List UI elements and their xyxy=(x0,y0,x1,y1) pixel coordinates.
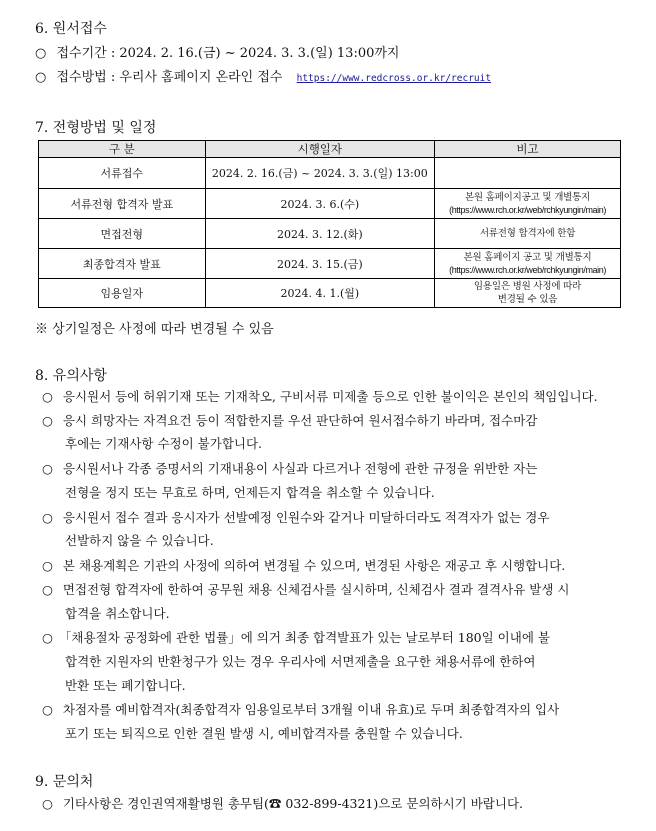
table-row xyxy=(39,158,621,189)
application-period-text: 접수기간 : 2024. 2. 16.(금) ~ 2024. 3. 3.(일) 13:00까지 xyxy=(56,46,400,61)
note-line: 변경될 수 있음 xyxy=(497,294,558,305)
cell-note xyxy=(435,219,621,249)
notice-item xyxy=(42,700,559,718)
notice-text-continued: 반환 또는 폐기합니다. xyxy=(65,678,186,693)
notice-text-continued: 합격한 지원자의 반환청구가 있는 경우 우리사에 서면제출을 요구한 채용서류에 한하여 xyxy=(65,654,536,669)
bullet-icon: ○ xyxy=(42,558,53,573)
cell-date: 2024. 3. 12.(화) xyxy=(205,219,434,249)
note-url: (https://www.rch.or.kr/web/rchkyungin/main) xyxy=(449,264,606,275)
table-row xyxy=(39,219,621,249)
section-9-heading: 9. 문의처 xyxy=(35,774,94,790)
notice-text: 응시 희망자는 자격요건 등이 적합한지를 우선 판단하여 원서접수하기 바라며, 접수마감 xyxy=(62,413,538,428)
schedule-table xyxy=(38,140,621,308)
bullet-icon: ○ xyxy=(42,389,53,404)
table-row xyxy=(39,279,621,308)
notice-text-continued: 선발하지 않을 수 있습니다. xyxy=(65,533,214,548)
notice-item xyxy=(42,580,569,598)
notice-text-continued: 합격을 취소합니다. xyxy=(65,606,170,621)
cell-date: 2024. 4. 1.(월) xyxy=(205,279,434,308)
cell-note xyxy=(435,189,621,219)
section-7-heading: 7. 전형방법 및 일정 xyxy=(35,120,157,136)
notice-item xyxy=(42,387,598,405)
notice-text-continued: 전형을 정지 또는 무효로 하며, 언제든지 합격을 취소할 수 있습니다. xyxy=(65,485,435,500)
application-method-text: 접수방법 : 우리사 홈페이지 온라인 접수 xyxy=(56,70,283,85)
notice-text: 면접전형 합격자에 한하여 공무원 채용 신체검사를 실시하며, 신체검사 결과 결격사유 발생 시 xyxy=(62,582,570,597)
bullet-icon: ○ xyxy=(35,46,47,61)
cell-category: 임용일자 xyxy=(39,279,206,308)
table-header-row xyxy=(39,141,621,158)
notice-text: 「채용절차 공정화에 관한 법률」에 의거 최종 합격발표가 있는 날로부터 180일 이내에 불 xyxy=(58,630,550,645)
schedule-footnote: ※ 상기일정은 사정에 따라 변경될 수 있음 xyxy=(35,322,274,337)
cell-note xyxy=(435,279,621,308)
cell-note xyxy=(435,249,621,279)
application-period xyxy=(35,42,399,61)
note-line: 본원 홈페이지공고 및 개별통지 xyxy=(464,191,591,203)
header-note: 비고 xyxy=(435,141,621,158)
header-category: 구 분 xyxy=(39,141,206,158)
bullet-icon: ○ xyxy=(42,510,53,525)
bullet-icon: ○ xyxy=(42,796,53,811)
bullet-icon: ○ xyxy=(42,461,53,476)
application-method xyxy=(35,66,491,85)
cell-category: 서류전형 합격자 발표 xyxy=(39,189,206,219)
cell-category: 최종합격자 발표 xyxy=(39,249,206,279)
notice-item xyxy=(42,628,550,646)
recruit-link[interactable]: https://www.redcross.or.kr/recruit xyxy=(296,73,492,84)
notice-text: 응시원서 등에 허위기재 또는 기재착오, 구비서류 미제출 등으로 인한 불이익은 본인의 책임입니다. xyxy=(62,389,598,404)
note-line: 임용일은 병원 사정에 따라 xyxy=(473,281,582,292)
notice-item xyxy=(42,508,549,526)
section-6-heading: 6. 원서접수 xyxy=(35,21,107,37)
note-line: 서류전형 합격자에 한함 xyxy=(479,228,576,239)
cell-category: 면접전형 xyxy=(39,219,206,249)
notice-item xyxy=(42,411,537,429)
notice-text: 본 채용계획은 기관의 사정에 의하여 변경될 수 있으며, 변경된 사항은 재공고 후 시행합니다. xyxy=(62,558,566,573)
cell-date: 2024. 3. 15.(금) xyxy=(205,249,434,279)
note-url: (https://www.rch.or.kr/web/rchkyungin/main) xyxy=(449,204,606,215)
table-row xyxy=(39,249,621,279)
section-8-heading: 8. 유의사항 xyxy=(35,368,107,384)
cell-date: 2024. 3. 6.(수) xyxy=(205,189,434,219)
cell-note xyxy=(435,158,621,189)
contact-text: 기타사항은 경인권역재활병원 총무팀(☎ 032-899-4321)으로 문의하시기 바랍니다. xyxy=(62,796,524,811)
cell-category: 서류접수 xyxy=(39,158,206,189)
note-line: 본원 홈페이지 공고 및 개별통지 xyxy=(463,251,592,263)
bullet-icon: ○ xyxy=(42,630,53,645)
notice-text: 응시원서 접수 결과 응시자가 선발예정 인원수와 같거나 미달하더라도 적격자가 없는 경우 xyxy=(62,510,550,525)
cell-date: 2024. 2. 16.(금) ~ 2024. 3. 3.(일) 13:00 xyxy=(205,158,434,189)
notice-text-continued: 후에는 기재사항 수정이 불가합니다. xyxy=(65,436,263,451)
bullet-icon: ○ xyxy=(35,70,47,85)
bullet-icon: ○ xyxy=(42,702,53,717)
notice-item xyxy=(42,556,565,574)
header-date: 시행일자 xyxy=(205,141,434,158)
bullet-icon: ○ xyxy=(42,582,53,597)
contact-item xyxy=(42,794,523,812)
notice-text-continued: 포기 또는 퇴직으로 인한 결원 발생 시, 예비합격자를 충원할 수 있습니다. xyxy=(65,726,463,741)
bullet-icon: ○ xyxy=(42,413,53,428)
notice-item xyxy=(42,459,537,477)
notice-text: 응시원서나 각종 증명서의 기재내용이 사실과 다르거나 전형에 관한 규정을 위반한 자는 xyxy=(62,461,538,476)
notice-text: 차점자를 예비합격자(최종합격자 임용일로부터 3개월 이내 유효)로 두며 최종합격자의 입사 xyxy=(62,702,560,717)
table-row xyxy=(39,189,621,219)
